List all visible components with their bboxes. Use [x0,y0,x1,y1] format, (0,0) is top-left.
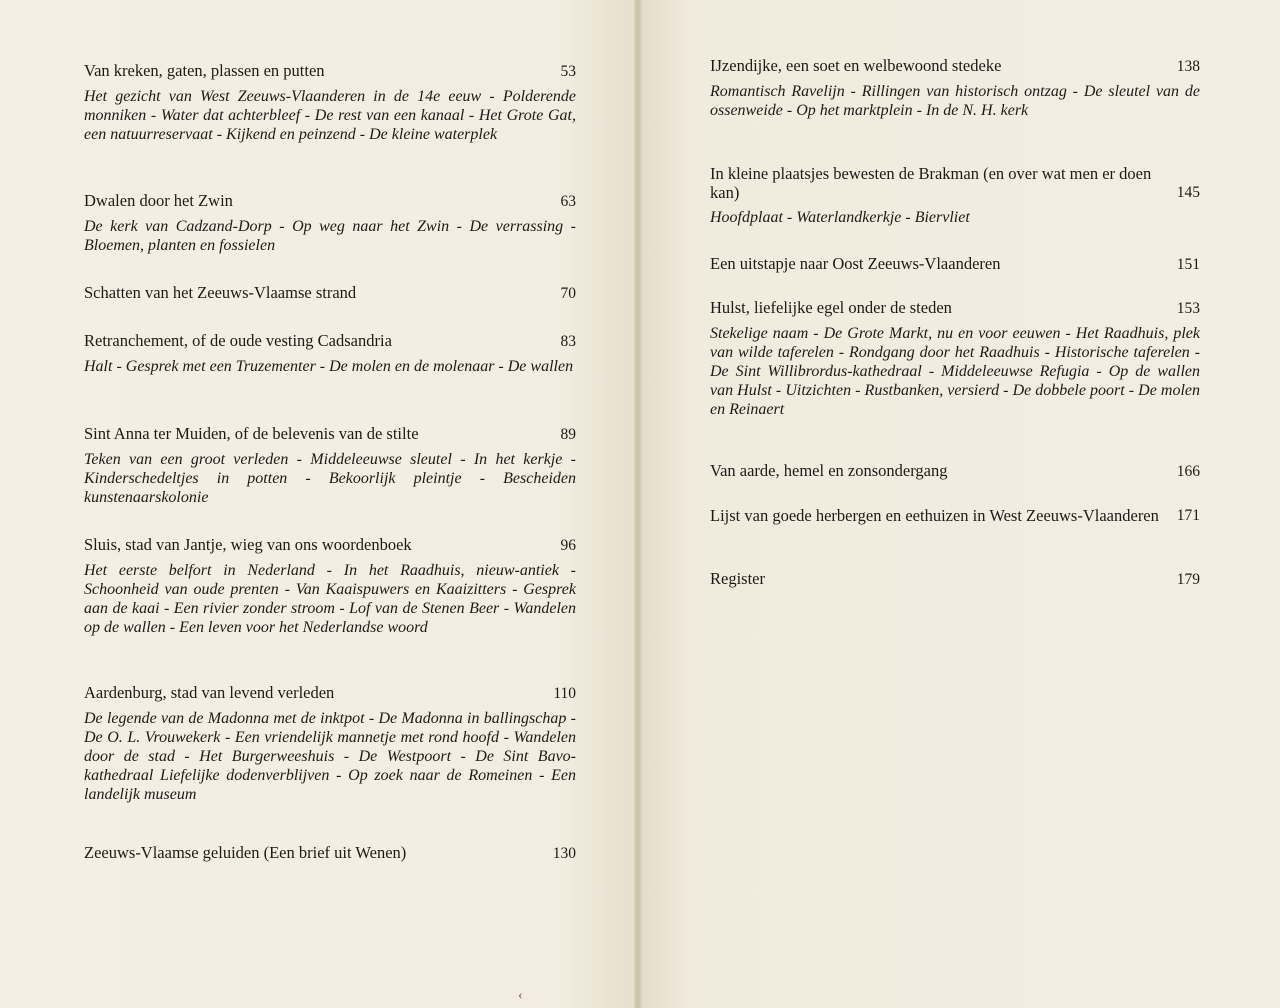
book-gutter [634,0,642,1008]
toc-entry-page: 53 [560,63,576,80]
toc-entry-page: 70 [560,285,576,302]
toc-entry [710,164,1200,227]
toc-entry-page: 145 [1176,184,1200,201]
toc-entry-heading [710,298,1200,318]
toc-entry-page: 130 [552,845,576,862]
toc-entry [710,506,1200,525]
toc-entry [710,298,1200,419]
toc-entry-heading [710,506,1200,525]
toc-entry-page: 89 [560,426,576,443]
toc-entry-heading [84,61,576,81]
toc-entry-subtopics: Romantisch Ravelijn - Rillingen van historisch ontzag - De sleutel van de ossenweide - Op het marktplein - In de N. H. kerk [710,83,1200,119]
toc-entry-subtopics: Halt - Gesprek met een Truzementer - De molen en de molenaar - De wallen [84,358,574,375]
toc-entry-title: Hulst, liefelijke egel onder de steden [710,298,952,317]
toc-entry-heading [710,56,1200,76]
toc-entry-heading [710,461,1200,481]
toc-entry-title: Sluis, stad van Jantje, wieg van ons woordenboek [84,535,412,554]
toc-entry [84,191,576,255]
toc-entry [84,843,576,863]
toc-entry-page: 63 [560,193,576,210]
toc-entry [84,683,576,804]
toc-entry [84,331,576,376]
toc-entry-subtopics: De kerk van Cadzand-Dorp - Op weg naar het Zwin - De verrassing - Bloemen, planten en fossielen [84,218,576,254]
toc-entry-page: 151 [1176,256,1200,273]
toc-entry-subtopics: Hoofdplaat - Waterlandkerkje - Biervliet [710,209,970,226]
toc-entry-subtopics: De legende van de Madonna met de inktpot - De Madonna in ballingschap - De O. L. Vrouwekerk - Een vriendelijk mannetje met rond hoofd - Wandelen door de stad - Het Burgerweeshuis - De Westpoort - De Sint Bavo-kathedraal Liefelijke dodenverblijven - Op zoek naar de Romeinen - Een landelijk museum [84,710,576,803]
toc-entry-title: Register [710,569,765,588]
toc-entry-title: Aardenburg, stad van levend verleden [84,683,335,702]
toc-entry-title: Dwalen door het Zwin [84,191,233,210]
right-page [640,0,1280,1008]
toc-entry-heading [84,191,576,211]
toc-entry [710,254,1200,274]
toc-entry-page: 96 [560,537,576,554]
toc-entry-heading [84,535,576,555]
toc-entry-page: 110 [553,685,576,702]
toc-entry-heading [84,331,576,351]
toc-entry-heading [710,254,1200,274]
toc-entry-heading [84,843,576,863]
toc-entry-page: 179 [1176,571,1200,588]
page-fold-mark: ‹ [518,988,523,1003]
toc-entry-title: Lijst van goede herbergen en eethuizen in West Zeeuws-Vlaanderen [710,506,1159,525]
toc-entry [84,424,576,507]
toc-entry-heading [710,164,1200,202]
toc-entry-subtopics: Teken van een groot verleden - Middeleeuwse sleutel - In het kerkje - Kinderschedeltjes in potten - Bekoorlijk pleintje - Bescheiden kunstenaarskolonie [84,451,576,506]
toc-entry-page: 138 [1176,58,1200,75]
toc-entry-heading [84,283,576,303]
toc-entry-heading [84,683,576,703]
toc-entry-title: Zeeuws-Vlaamse geluiden (Een brief uit Wenen) [84,843,407,862]
toc-entry-page: 153 [1176,300,1200,317]
toc-entry-heading [84,424,576,444]
toc-entry [710,56,1200,120]
toc-entry [84,61,576,144]
toc-entry [84,535,576,637]
toc-entry-title: Schatten van het Zeeuws-Vlaamse strand [84,283,357,302]
toc-entry [84,283,576,303]
toc-entry-subtopics: Stekelige naam - De Grote Markt, nu en voor eeuwen - Het Raadhuis, plek van wilde taferelen - Rondgang door het Raadhuis - Historische taferelen - De Sint Willibrordus-kathedraal - Middeleeuwse Refugia - Op de wallen van Hulst - Uitzichten - Rustbanken, versierd - De dobbele poort - De molen en Reinaert [710,325,1200,418]
toc-entry-subtopics: Het gezicht van West Zeeuws-Vlaanderen in de 14e eeuw - Polderende monniken - Water dat achterbleef - De rest van een kanaal - Het Grote Gat, een natuurreservaat - Kijkend en peinzend - De kleine waterplek [84,88,576,143]
toc-entry-title: Een uitstapje naar Oost Zeeuws-Vlaanderen [710,254,1001,273]
toc-entry-subtopics: Het eerste belfort in Nederland - In het Raadhuis, nieuw-antiek - Schoonheid van oude prenten - Van Kaaispuwers en Kaaizitters - Gesprek aan de kaai - Een rivier zonder stroom - Lof van de Stenen Beer - Wandelen op de wallen - Een leven voor het Nederlandse woord [84,562,576,636]
toc-entry-page: 83 [560,333,576,350]
toc-entry-heading [710,569,1200,589]
toc-entry-title: Van aarde, hemel en zonsondergang [710,461,948,480]
toc-entry [710,569,1200,589]
toc-entry-title: Van kreken, gaten, plassen en putten [84,61,325,80]
toc-entry-title: In kleine plaatsjes bewesten de Brakman (en over wat men er doen kan) [710,164,1152,202]
toc-entry-title: IJzendijke, een soet en welbewoond stedeke [710,56,1002,75]
toc-entry-page: 166 [1176,463,1200,480]
toc-entry-page: 171 [1176,507,1200,524]
toc-entry [710,461,1200,481]
toc-entry-title: Retranchement, of de oude vesting Cadsandria [84,331,392,350]
toc-entry-title: Sint Anna ter Muiden, of de belevenis van de stilte [84,424,419,443]
